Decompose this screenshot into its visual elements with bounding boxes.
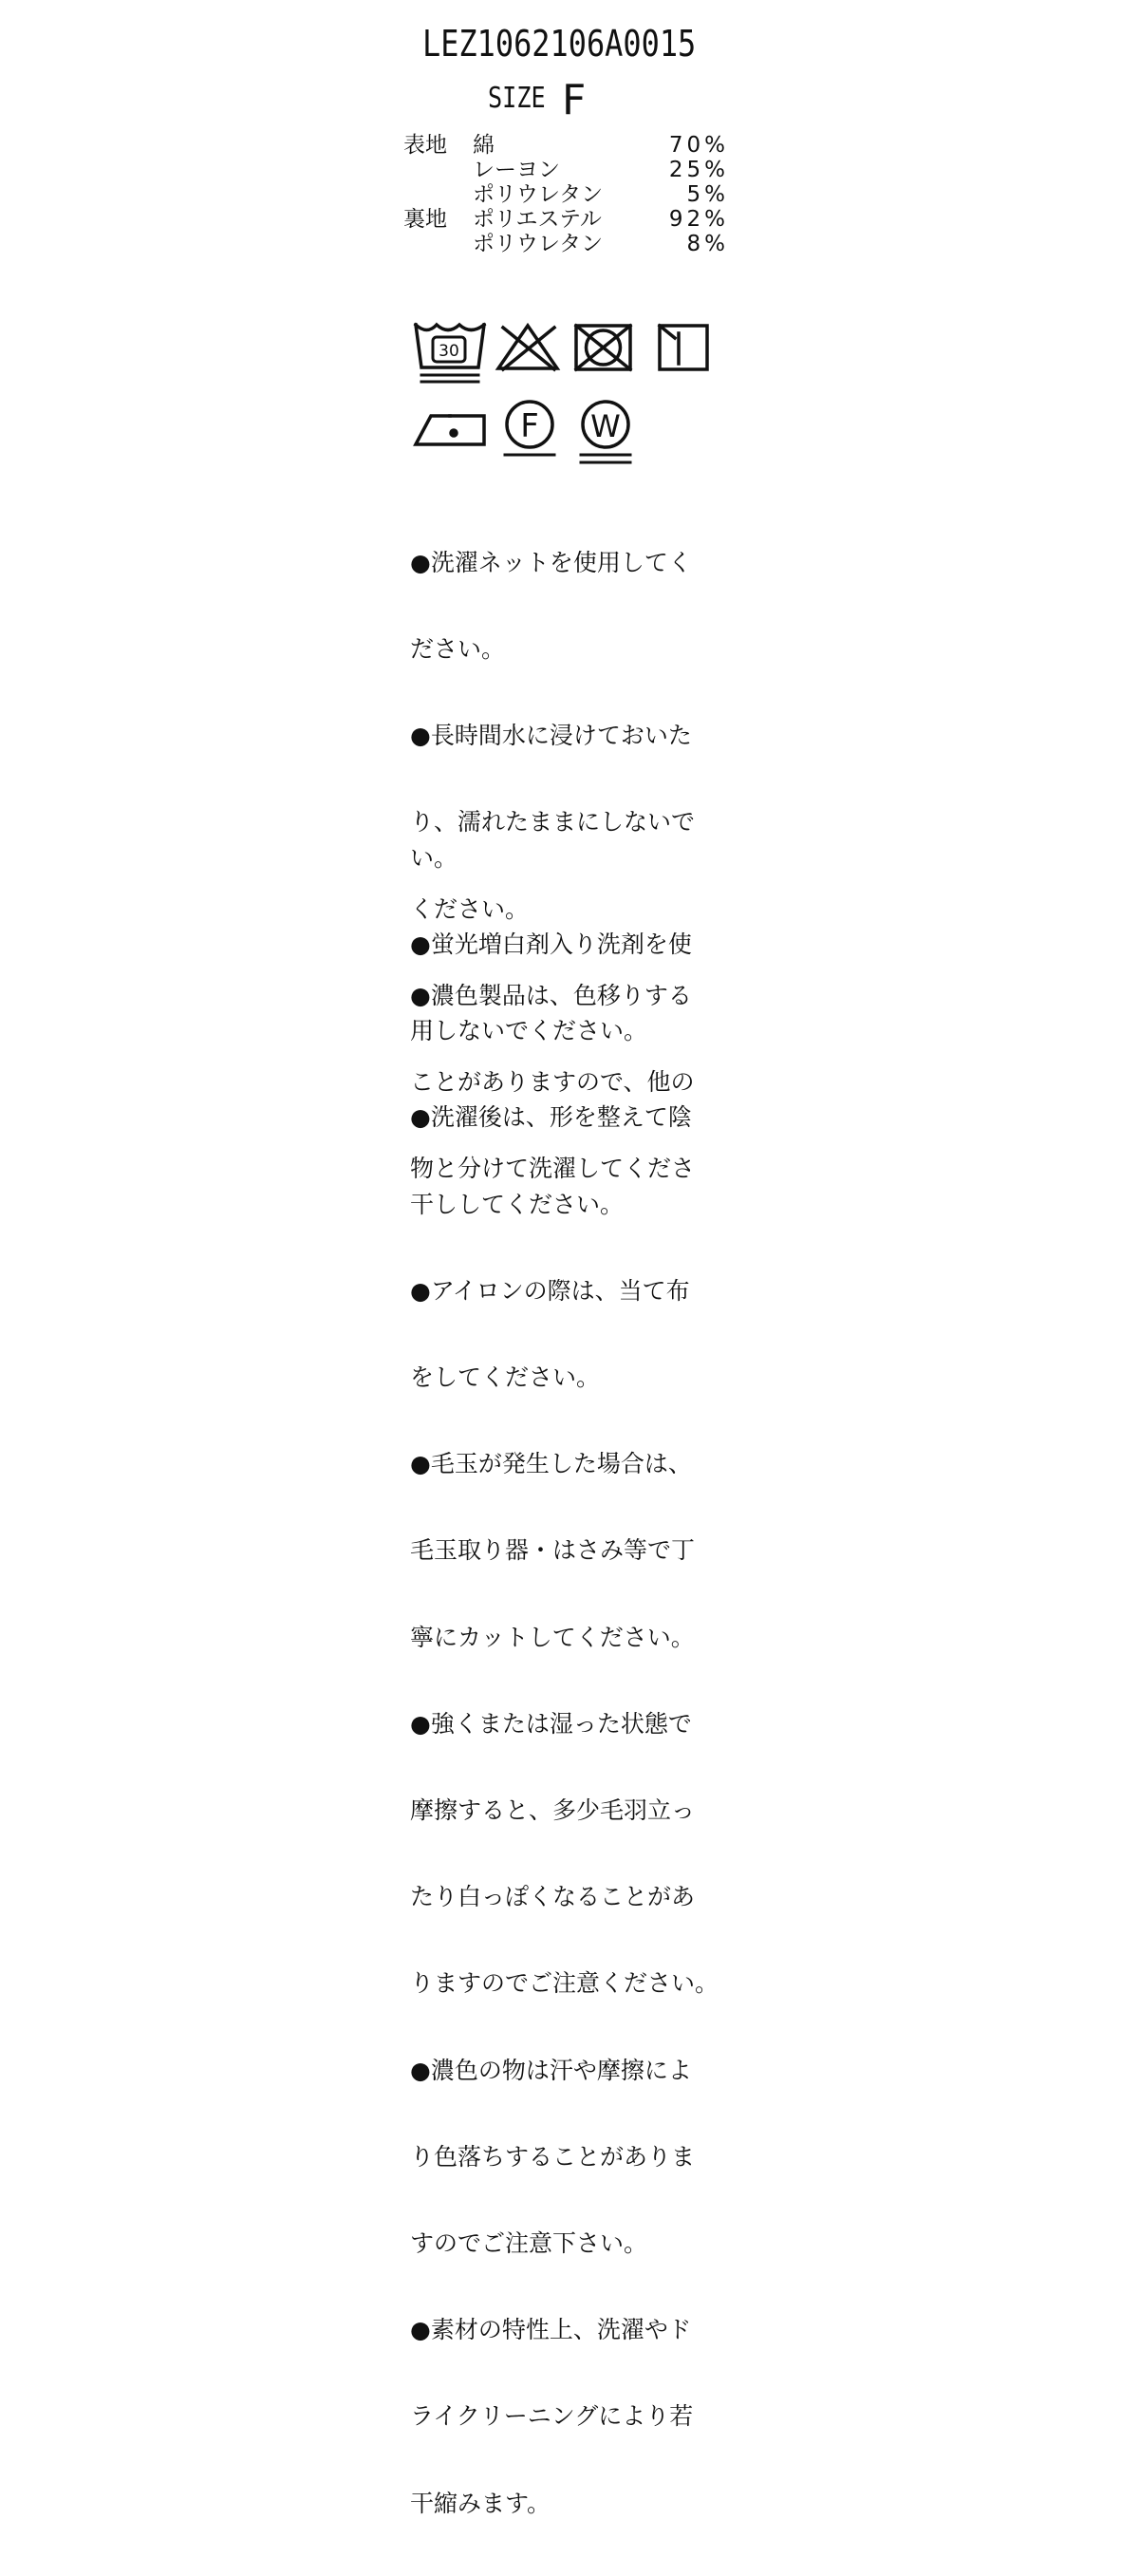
composition-percent: 5% <box>686 182 729 207</box>
instruction-line: 摩擦すると、多少毛羽立っ <box>410 1796 696 1825</box>
instruction-line: ●濃色製品は、色移りする <box>410 981 692 1009</box>
dry-clean-solvent-f: F <box>520 407 539 445</box>
instruction-line: ●長時間水に浸けておいた <box>410 722 692 750</box>
instruction-line: りますのでご注意ください。 <box>410 1969 719 1998</box>
fiber-composition-table <box>403 133 731 258</box>
composition-material: ポリウレタン <box>473 182 604 207</box>
wet-clean-w-very-gentle-icon <box>581 402 630 462</box>
composition-percent: 70% <box>668 133 729 158</box>
instruction-line: たり白っぽくなることがあ <box>410 1883 696 1911</box>
wet-clean-solvent-w: W <box>590 408 621 444</box>
instruction-line: すのでご注意下さい。 <box>410 2229 648 2258</box>
instruction-line: い。 <box>410 843 458 872</box>
line-dry-shade-icon <box>660 326 707 369</box>
instruction-line: ●強くまたは湿った状態で <box>410 1709 692 1738</box>
instruction-line: ださい。 <box>410 635 506 664</box>
composition-percent: 25% <box>668 158 729 182</box>
composition-part: 表地 <box>403 133 447 158</box>
instruction-line: 用しないでください。 <box>410 1017 648 1045</box>
instruction-line: ●濃色の物は汗や摩擦によ <box>410 2056 692 2084</box>
composition-material: レーヨン <box>473 158 560 182</box>
composition-material: ポリエステル <box>473 207 602 232</box>
composition-row <box>403 133 731 158</box>
do-not-tumble-dry-icon <box>576 326 630 369</box>
composition-material: 綿 <box>473 133 495 158</box>
care-instructions-block-2 <box>410 786 752 2576</box>
composition-row <box>403 158 731 182</box>
instruction-line: り、濡れたままにしないで <box>410 808 696 837</box>
composition-row <box>403 182 731 207</box>
instruction-line: ●蛍光増白剤入り洗剤を使 <box>410 931 692 959</box>
instruction-line: 干ししてください。 <box>410 1190 625 1218</box>
instruction-line: ●洗濯後は、形を整えて陰 <box>410 1103 692 1132</box>
size-value: F <box>562 76 587 124</box>
instruction-line: ●アイロンの際は、当て布 <box>410 1276 690 1305</box>
washing-tub-30-gentle-icon <box>416 325 484 382</box>
instruction-line: 干縮みます。 <box>410 2489 551 2517</box>
instruction-line: 毛玉取り器・はさみ等で丁 <box>410 1536 696 1565</box>
instruction-line: ●毛玉が発生した場合は、 <box>410 1450 692 1478</box>
instruction-line: をしてください。 <box>410 1363 601 1392</box>
instruction-line: り色落ちすることがありま <box>410 2142 696 2171</box>
instruction-line: ライクリーニングにより若 <box>410 2402 694 2431</box>
instruction-line: 寧にカットしてください。 <box>410 1623 695 1651</box>
composition-row <box>403 207 731 232</box>
care-symbols <box>408 318 721 475</box>
size-label: SIZE <box>488 82 546 115</box>
size-row <box>488 76 587 124</box>
composition-row <box>403 232 731 256</box>
wash-temperature-label: 30 <box>439 342 459 361</box>
instruction-line: ことがありますので、他の <box>410 1068 695 1097</box>
composition-part: 裏地 <box>403 207 447 232</box>
composition-percent: 8% <box>686 232 729 256</box>
product-code: LEZ1062106A0015 <box>422 23 697 65</box>
composition-material: ポリウレタン <box>473 232 604 256</box>
composition-percent: 92% <box>668 207 729 232</box>
iron-low-temperature-icon <box>416 416 484 444</box>
instruction-line: ●洗濯ネットを使用してく <box>410 548 692 576</box>
instruction-line: 物と分けて洗濯してくださ <box>410 1155 696 1183</box>
do-not-bleach-icon <box>498 326 557 369</box>
dry-clean-f-gentle-icon <box>505 402 554 455</box>
instruction-line: ●素材の特性上、洗濯やド <box>410 2316 692 2344</box>
instruction-line: ください。 <box>410 894 530 923</box>
